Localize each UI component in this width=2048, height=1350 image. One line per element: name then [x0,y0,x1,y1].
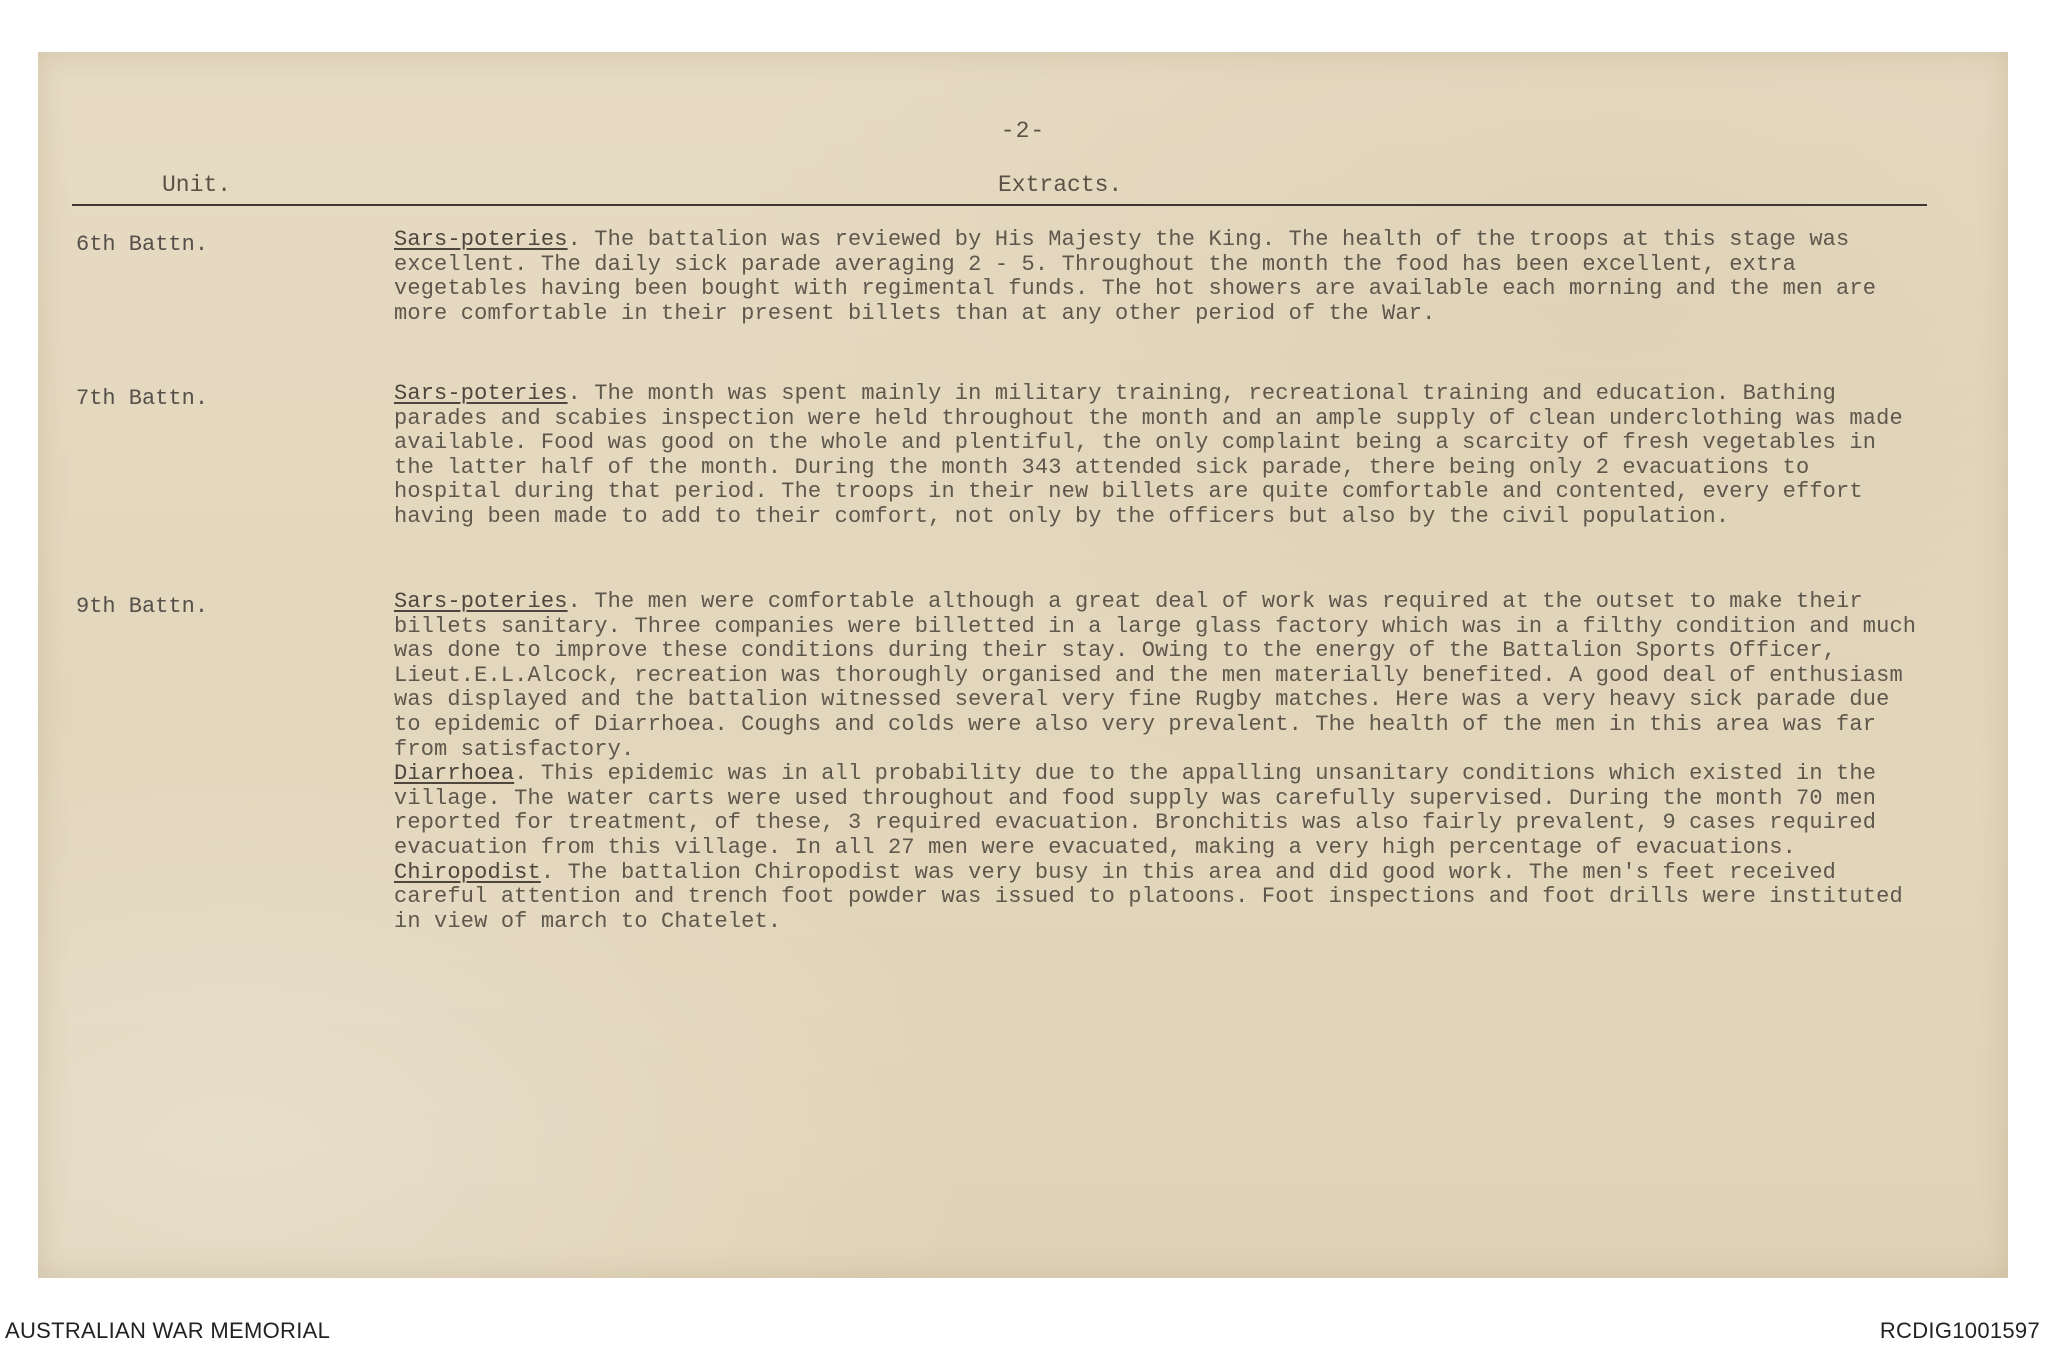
paragraph-text: . The month was spent mainly in military training, recreational training and education. Bathing parades and scabies inspection were held throughout the month and an ample supply of clean underclothing was made available. Food was good on the whole and plentiful, the only complaint being a scarcity of fresh vegetables in the latter half of the month. During the month 343 attended sick parade, there being only 2 evacuations to hospital during that period. The troops in their new billets are quite comfortable and contented, every effort having been made to add to their comfort, not only by the officers but also by the civil population. [394,381,1903,529]
place-heading: Sars-poteries [394,227,568,252]
document-page [38,52,2008,1278]
paragraph-text: . The battalion Chiropodist was very busy in this area and did good work. The men's feet received careful attention and trench foot powder was issued to platoons. Foot inspections and foot drills were instituted in view of march to Chatelet. [394,859,1903,934]
footer-record-id: RCDIG1001597 [1879,1318,2040,1343]
header-rule [72,204,1927,206]
entry-unit-9th-battn: 9th Battn. [76,594,209,619]
place-heading: Sars-poteries [394,381,568,406]
page-number: -2- [1000,118,1046,144]
entry-paragraph [394,590,1924,762]
entry-unit-6th-battn: 6th Battn. [76,232,209,257]
entry-body-9th-battn [394,590,1924,934]
entry-paragraph [394,762,1924,860]
entry-body-7th-battn [394,382,1924,530]
entry-paragraph [394,861,1924,935]
entry-body-6th-battn [394,228,1924,326]
entry-unit-7th-battn: 7th Battn. [76,386,209,411]
column-header-extracts: Extracts. [998,172,1123,198]
place-heading: Diarrhoea [394,761,515,787]
paragraph-text: . The battalion was reviewed by His Majesty the King. The health of the troops at this stage was excellent. The daily sick parade averaging 2 - 5. Throughout the month the food has been excellent, extra vegetables having been bought with regimental funds. The hot showers are available each morning and the men are more comfortable in their present billets than at any other period of the War. [394,227,1877,326]
place-heading: Sars-poteries [394,589,568,614]
paragraph-text: . The men were comfortable although a great deal of work was required at the outset to make their billets sanitary. Three companies were billetted in a large glass factory which was in a filthy condition and much was done to improve these conditions during their stay. Owing to the energy of the Battalion Sports Officer, Lieut.E.L.Alcock, recreation was thoroughly organised and the men materially benefited. A good deal of enthusiasm was displayed and the battalion witnessed several very fine Rugby matches. Here was a very heavy sick parade due to epidemic of Diarrhoea. Coughs and colds were also very prevalent. The health of the men in this area was far from satisfactory. [394,589,1917,762]
footer-archive-name: AUSTRALIAN WAR MEMORIAL [5,1318,331,1343]
entry-paragraph [394,382,1924,530]
column-header-unit: Unit. [162,172,232,198]
paragraph-text: . This epidemic was in all probability due to the appalling unsanitary conditions which existed in the village. The water carts were used throughout and food supply was carefully supervised. During the month 70 men reported for treatment, of these, 3 required evacuation. Bronchitis was also fairly prevalent, 9 cases required evacuation from this village. In all 27 men were evacuated, making a very high percentage of evacuations. [394,761,1877,860]
place-heading: Chiropodist [394,859,541,885]
entry-paragraph [394,228,1924,326]
